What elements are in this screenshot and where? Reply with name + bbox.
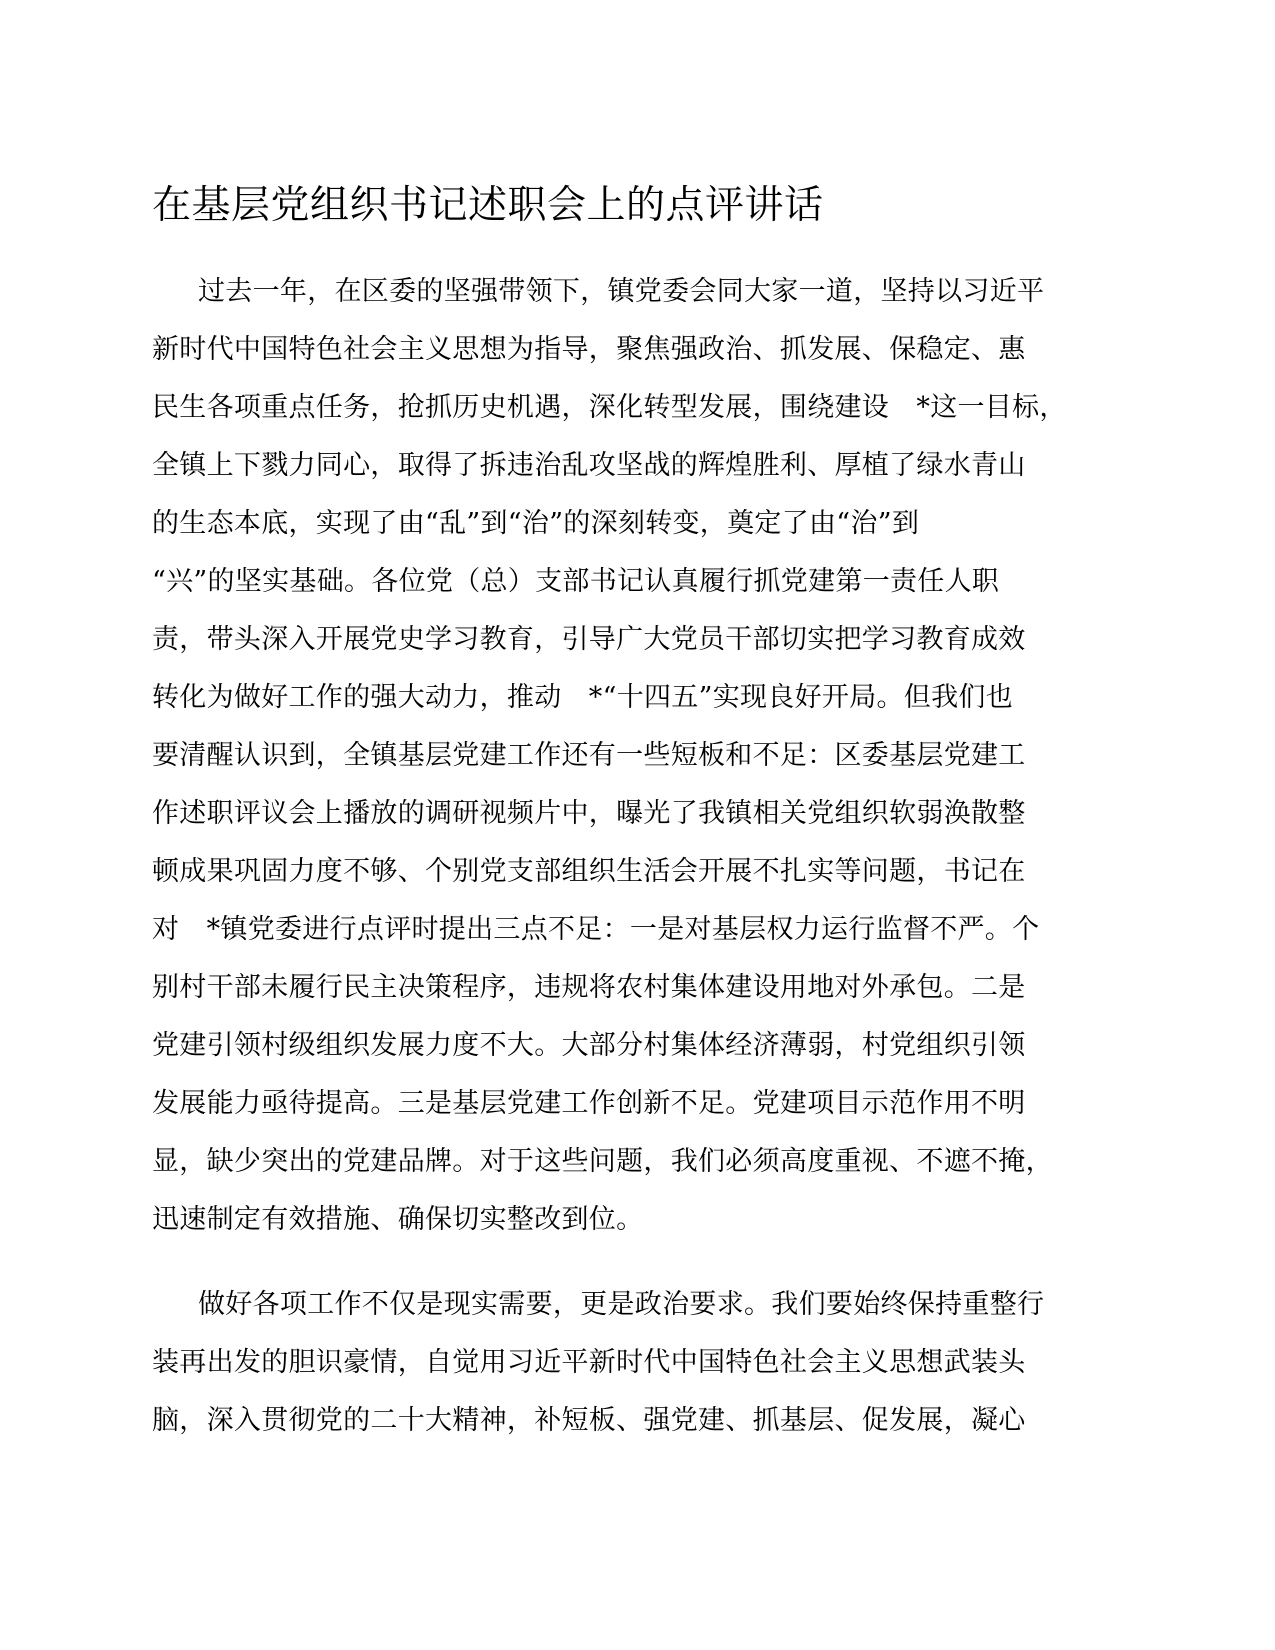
paragraph-2	[152, 1276, 1112, 1450]
paragraph-line: 做好各项工作不仅是现实需要，更是政治要求。我们要始终保持重整行	[198, 1289, 1045, 1320]
paragraph-1	[152, 263, 1112, 1249]
paragraph-line: 作述职评议会上播放的调研视频片中，曝光了我镇相关党组织软弱涣散整	[152, 798, 1026, 829]
paragraph-line: 的生态本底，实现了由“乱”到“治”的深刻转变，奠定了由“治”到	[152, 508, 920, 539]
paragraph-line: 发展能力亟待提高。三是基层党建工作创新不足。党建项目示范作用不明	[152, 1088, 1026, 1119]
paragraph-line: “兴”的坚实基础。各位党（总）支部书记认真履行抓党建第一责任人职	[152, 566, 1000, 597]
paragraph-line: 新时代中国特色社会主义思想为指导，聚焦强政治、抓发展、保稳定、惠	[152, 334, 1026, 365]
paragraph-line: 要清醒认识到，全镇基层党建工作还有一些短板和不足：区委基层党建工	[152, 740, 1026, 771]
paragraph-line: 转化为做好工作的强大动力，推动 *“十四五”实现良好开局。但我们也	[152, 682, 1014, 713]
paragraph-line: 装再出发的胆识豪情，自觉用习近平新时代中国特色社会主义思想武装头	[152, 1347, 1026, 1378]
paragraph-line: 全镇上下戮力同心，取得了拆违治乱攻坚战的辉煌胜利、厚植了绿水青山	[152, 450, 1026, 481]
paragraph-line: 党建引领村级组织发展力度不大。大部分村集体经济薄弱，村党组织引领	[152, 1030, 1026, 1061]
paragraph-line: 迅速制定有效措施、确保切实整改到位。	[152, 1204, 644, 1235]
paragraph-line: 对 *镇党委进行点评时提出三点不足：一是对基层权力运行监督不严。个	[152, 914, 1040, 945]
paragraph-line: 顿成果巩固力度不够、个别党支部组织生活会开展不扎实等问题，书记在	[152, 856, 1026, 887]
paragraph-line: 别村干部未履行民主决策程序，违规将农村集体建设用地对外承包。二是	[152, 972, 1026, 1003]
paragraph-line: 过去一年，在区委的坚强带领下，镇党委会同大家一道，坚持以习近平	[198, 276, 1045, 307]
document-title: 在基层党组织书记述职会上的点评讲话	[152, 183, 824, 228]
paragraph-line: 责，带头深入开展党史学习教育，引导广大党员干部切实把学习教育成效	[152, 624, 1026, 655]
paragraph-line: 民生各项重点任务，抢抓历史机遇，深化转型发展，围绕建设 *这一目标，	[152, 392, 1067, 423]
paragraph-line: 显，缺少突出的党建品牌。对于这些问题，我们必须高度重视、不遮不掩，	[152, 1146, 1053, 1177]
paragraph-line: 脑，深入贯彻党的二十大精神，补短板、强党建、抓基层、促发展，凝心	[152, 1405, 1026, 1436]
